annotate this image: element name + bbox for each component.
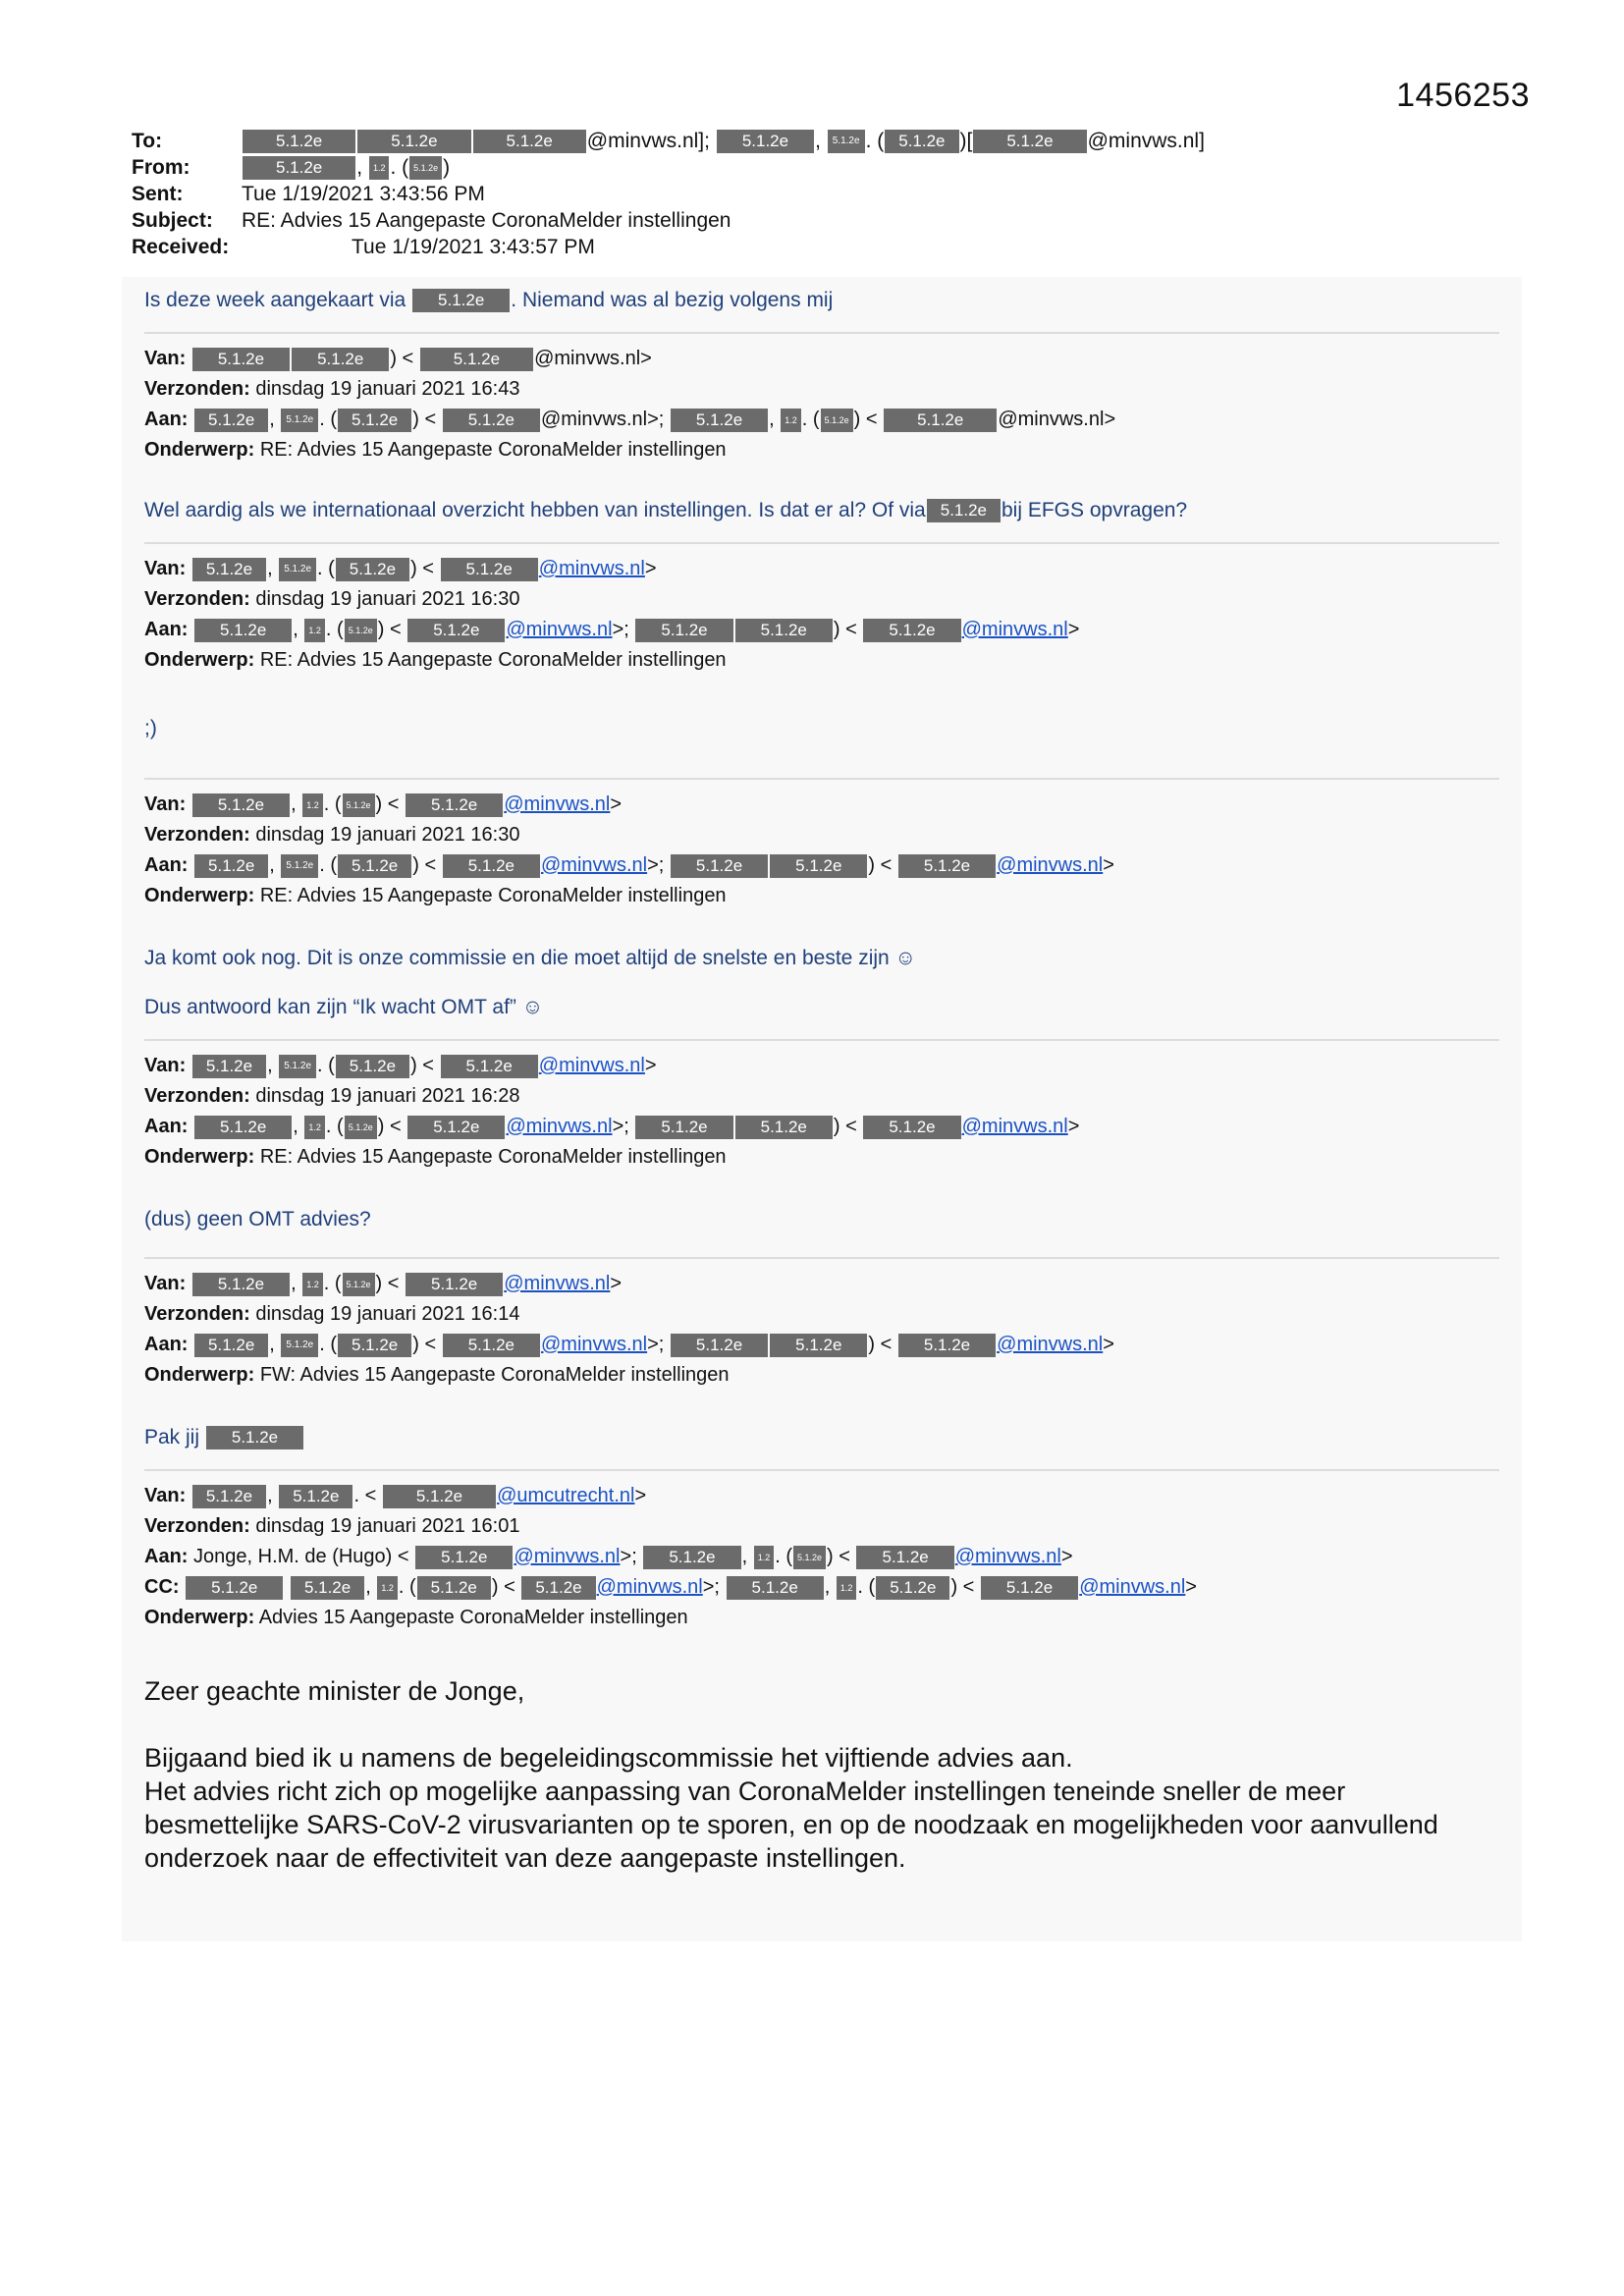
message-text: Ja komt ook nog. Dit is onze commissie en die moet altijd de snelste en beste zijn ☺ bbox=[144, 947, 916, 969]
redaction-box: 5.1.2e bbox=[192, 1055, 266, 1078]
van-label: Van: bbox=[144, 348, 187, 369]
redaction-box: 5.1.2e bbox=[336, 1055, 409, 1078]
email-domain: @minvws.nl bbox=[998, 409, 1105, 430]
redaction-box: 5.1.2e bbox=[206, 1426, 303, 1449]
message-text: Is deze week aangekaart via bbox=[144, 289, 406, 311]
aan-label: Aan: bbox=[144, 1334, 189, 1355]
redaction-box: 5.1.2e bbox=[279, 1055, 316, 1078]
redaction-box: 5.1.2e bbox=[717, 130, 814, 153]
subject: RE: Advies 15 Aangepaste CoronaMelder instellingen bbox=[259, 885, 727, 906]
outlook-header bbox=[132, 128, 1205, 260]
email-link[interactable]: @minvws.nl bbox=[954, 1546, 1061, 1567]
message-text: Wel aardig als we internationaal overzicht hebben van instellingen. Is dat er al? Of via bbox=[144, 499, 926, 521]
onderwerp-label: Onderwerp: bbox=[144, 649, 255, 671]
verzonden-label: Verzonden: bbox=[144, 1085, 250, 1107]
message-body bbox=[144, 1424, 1499, 1451]
redaction-box: 5.1.2e bbox=[981, 1576, 1078, 1600]
to-domain: @minvws.nl]; bbox=[586, 130, 710, 152]
redaction-box: 5.1.2e bbox=[671, 409, 768, 432]
sent-date: dinsdag 19 januari 2021 16:28 bbox=[255, 1085, 520, 1107]
subject-row bbox=[132, 207, 1205, 234]
redaction-box: 5.1.2e bbox=[884, 409, 997, 432]
redaction-box: 5.1.2e bbox=[345, 1116, 377, 1139]
email-link[interactable]: @minvws.nl bbox=[997, 854, 1104, 876]
redaction-box: 5.1.2e bbox=[793, 1546, 826, 1569]
email-link[interactable]: @minvws.nl bbox=[504, 1273, 611, 1294]
redaction-box: 5.1.2e bbox=[409, 156, 442, 180]
redaction-box: 5.1.2e bbox=[194, 1334, 268, 1357]
van-label: Van: bbox=[144, 1485, 187, 1506]
separator bbox=[144, 332, 1499, 334]
onderwerp-label: Onderwerp: bbox=[144, 1364, 255, 1386]
email-link[interactable]: @minvws.nl bbox=[538, 558, 645, 579]
verzonden-label: Verzonden: bbox=[144, 378, 250, 400]
redaction-box: 1.2 bbox=[304, 1116, 325, 1139]
email-link[interactable]: @minvws.nl bbox=[538, 1055, 645, 1076]
redaction-box: 5.1.2e bbox=[420, 348, 533, 371]
redaction-box: 5.1.2e bbox=[828, 130, 865, 153]
redaction-box: 5.1.2e bbox=[735, 1116, 833, 1139]
redaction-box: 5.1.2e bbox=[441, 558, 538, 581]
message-body bbox=[144, 945, 1499, 972]
redaction-box: 5.1.2e bbox=[727, 1576, 824, 1600]
sent-row bbox=[132, 181, 1205, 207]
received-row bbox=[132, 234, 1205, 260]
aan-label: Aan: bbox=[144, 1116, 189, 1137]
subject: RE: Advies 15 Aangepaste CoronaMelder instellingen bbox=[259, 649, 727, 671]
redaction-box: 5.1.2e bbox=[192, 1273, 290, 1296]
letter-body bbox=[144, 1674, 1499, 1875]
email-domain: @minvws.nl bbox=[534, 348, 641, 369]
sent-value: Tue 1/19/2021 3:43:56 PM bbox=[242, 183, 485, 205]
redaction-box: 5.1.2e bbox=[343, 793, 375, 817]
email-thread bbox=[144, 287, 1499, 1875]
subject: RE: Advies 15 Aangepaste CoronaMelder instellingen bbox=[259, 439, 727, 461]
redaction-box: 5.1.2e bbox=[186, 1576, 283, 1600]
separator bbox=[144, 1039, 1499, 1041]
redaction-box: 5.1.2e bbox=[407, 1116, 505, 1139]
redaction-box: 5.1.2e bbox=[415, 1546, 513, 1569]
redaction-box: 5.1.2e bbox=[443, 854, 540, 878]
van-label: Van: bbox=[144, 558, 187, 579]
redaction-box: 1.2 bbox=[304, 619, 325, 642]
received-value: Tue 1/19/2021 3:43:57 PM bbox=[352, 236, 595, 258]
to-domain: @minvws.nl] bbox=[1087, 130, 1205, 152]
redaction-box: 1.2 bbox=[837, 1576, 857, 1600]
redaction-box: 5.1.2e bbox=[876, 1576, 949, 1600]
redaction-box: 5.1.2e bbox=[338, 1334, 411, 1357]
redaction-box: 5.1.2e bbox=[863, 619, 960, 642]
redaction-box: 5.1.2e bbox=[770, 854, 867, 878]
sent-label: Sent: bbox=[132, 183, 184, 205]
message-body bbox=[144, 497, 1499, 524]
redaction-box: 5.1.2e bbox=[927, 499, 1001, 522]
redaction-box: 5.1.2e bbox=[473, 130, 586, 153]
redaction-box: 5.1.2e bbox=[281, 409, 318, 432]
van-label: Van: bbox=[144, 793, 187, 815]
sent-date: dinsdag 19 januari 2021 16:14 bbox=[255, 1303, 520, 1325]
aan-label: Aan: bbox=[144, 409, 189, 430]
redaction-box: 5.1.2e bbox=[898, 1334, 996, 1357]
aan-label: Aan: bbox=[144, 854, 189, 876]
redaction-box: 1.2 bbox=[302, 1273, 323, 1296]
redaction-box: 5.1.2e bbox=[338, 854, 411, 878]
redaction-box: 1.2 bbox=[377, 1576, 398, 1600]
redaction-box: 5.1.2e bbox=[279, 558, 316, 581]
redaction-box: 5.1.2e bbox=[192, 1485, 266, 1508]
redaction-box: 5.1.2e bbox=[417, 1576, 491, 1600]
redaction-box: 5.1.2e bbox=[192, 558, 266, 581]
message-header: Van: 5.1.2e , 5.1.2e . ( 5.1.2e ) < 5.1.2e @minvws.nl> Verzonden: dinsdag 19 januari 2021 16:30 Aan: 5.1.2e , 1.2 . ( 5.1.2e ) < 5.1.2e @minvws.nl>; 5.1.2e 5.1.2e ) < 5.1.2e @minvws.nl> Onderwerp: RE: Advies 15 Aangepaste CoronaMelder instellingen bbox=[144, 558, 1080, 671]
letter-paragraph: Het advies richt zich op mogelijke aanpassing van CoronaMelder instellingen teneinde sneller de meer besmettelijke SARS-CoV-2 virusvarianten op te sporen, en op de noodzaak en mogelijkheden voor aanvullend onderzoek naar de effectiviteit van deze aangepaste instellingen. bbox=[144, 1777, 1438, 1873]
salutation: Zeer geachte minister de Jonge, bbox=[144, 1676, 525, 1706]
redaction-box: 5.1.2e bbox=[443, 409, 540, 432]
email-domain: @minvws.nl bbox=[540, 409, 648, 430]
verzonden-label: Verzonden: bbox=[144, 1515, 250, 1537]
redaction-box: 5.1.2e bbox=[281, 854, 318, 878]
verzonden-label: Verzonden: bbox=[144, 824, 250, 846]
message-header: Van: 5.1.2e , 5.1.2e . < 5.1.2e @umcutrecht.nl> Verzonden: dinsdag 19 januari 2021 16:01 Aan: Jonge, H.M. de (Hugo) < 5.1.2e @minvws.nl>; 5.1.2e , 1.2 . ( 5.1.2e ) < 5.1.2e @minvws.nl> CC: 5.1.2e 5.1.2e , 1.2 . ( 5.1.2e ) < 5.1.2e @minvws.nl>; 5.1.2e , 1.2 . ( 5.1.2e ) < 5.1.2e @minvws.nl> Onderwerp: Advies 15 Aangepaste CoronaMelder instellingen bbox=[144, 1485, 1197, 1628]
redaction-box: 5.1.2e bbox=[343, 1273, 375, 1296]
recipient-name: Jonge, H.M. de (Hugo) bbox=[193, 1546, 393, 1567]
document-id: 1456253 bbox=[1396, 77, 1530, 114]
subject: RE: Advies 15 Aangepaste CoronaMelder instellingen bbox=[259, 1146, 727, 1168]
separator bbox=[144, 1257, 1499, 1259]
redaction-box: 1.2 bbox=[369, 156, 390, 180]
subject-value: RE: Advies 15 Aangepaste CoronaMelder instellingen bbox=[242, 209, 731, 232]
aan-label: Aan: bbox=[144, 1546, 189, 1567]
redaction-box: 5.1.2e bbox=[671, 854, 768, 878]
redaction-box: 5.1.2e bbox=[383, 1485, 496, 1508]
van-label: Van: bbox=[144, 1055, 187, 1076]
redaction-box: 1.2 bbox=[781, 409, 801, 432]
verzonden-label: Verzonden: bbox=[144, 588, 250, 610]
message-header: Van: 5.1.2e , 1.2 . ( 5.1.2e ) < 5.1.2e @minvws.nl> Verzonden: dinsdag 19 januari 2021 16:14 Aan: 5.1.2e , 5.1.2e . ( 5.1.2e ) < 5.1.2e @minvws.nl>; 5.1.2e 5.1.2e ) < 5.1.2e @minvws.nl> Onderwerp: FW: Advies 15 Aangepaste CoronaMelder instellingen bbox=[144, 1273, 1114, 1386]
redaction-box: 5.1.2e bbox=[291, 1576, 364, 1600]
to-row: To: 5.1.2e 5.1.2e 5.1.2e @minvws.nl]; 5.1.2e , 5.1.2e . ( 5.1.2e )[ 5.1.2e @minvws.nl] bbox=[132, 130, 1205, 152]
message-text: . Niemand was al bezig volgens mij bbox=[511, 289, 834, 311]
onderwerp-label: Onderwerp: bbox=[144, 439, 255, 461]
message-body bbox=[144, 994, 1499, 1021]
redaction-box: 5.1.2e bbox=[770, 1334, 867, 1357]
redaction-box: 5.1.2e bbox=[671, 1334, 768, 1357]
onderwerp-label: Onderwerp: bbox=[144, 1607, 255, 1628]
redaction-box: 1.2 bbox=[754, 1546, 775, 1569]
subject: FW: Advies 15 Aangepaste CoronaMelder instellingen bbox=[259, 1364, 730, 1386]
message-text: ;) bbox=[144, 717, 157, 739]
email-link[interactable]: @minvws.nl bbox=[596, 1576, 703, 1598]
from-label: From: bbox=[132, 156, 190, 179]
redaction-box: 5.1.2e bbox=[338, 409, 411, 432]
email-link[interactable]: @minvws.nl bbox=[961, 1116, 1068, 1137]
redaction-box: 5.1.2e bbox=[194, 1116, 292, 1139]
redaction-box: 5.1.2e bbox=[357, 130, 470, 153]
received-label: Received: bbox=[132, 236, 230, 258]
aan-label: Aan: bbox=[144, 619, 189, 640]
onderwerp-label: Onderwerp: bbox=[144, 1146, 255, 1168]
redaction-box: 5.1.2e bbox=[279, 1485, 352, 1508]
letter-paragraph: Bijgaand bied ik u namens de begeleidingscommissie het vijftiende advies aan. bbox=[144, 1743, 1073, 1773]
redaction-box: 5.1.2e bbox=[406, 793, 503, 817]
redaction-box: 5.1.2e bbox=[441, 1055, 538, 1078]
message-body bbox=[144, 287, 1499, 314]
redaction-box: 5.1.2e bbox=[821, 409, 853, 432]
verzonden-label: Verzonden: bbox=[144, 1303, 250, 1325]
redaction-box: 5.1.2e bbox=[735, 619, 833, 642]
message-text: bij EFGS opvragen? bbox=[1001, 499, 1188, 521]
redaction-box: 5.1.2e bbox=[292, 348, 389, 371]
message-header: Van: 5.1.2e 5.1.2e ) < 5.1.2e @minvws.nl> Verzonden: dinsdag 19 januari 2021 16:43 Aan: 5.1.2e , 5.1.2e . ( 5.1.2e ) < 5.1.2e @minvws.nl>; 5.1.2e , 1.2 . ( 5.1.2e ) < 5.1.2e @minvws.nl> Onderwerp: RE: Advies 15 Aangepaste CoronaMelder instellingen bbox=[144, 348, 1116, 461]
from-row: From: 5.1.2e , 1.2 . ( 5.1.2e ) bbox=[132, 156, 451, 179]
message-header: Van: 5.1.2e , 5.1.2e . ( 5.1.2e ) < 5.1.2e @minvws.nl> Verzonden: dinsdag 19 januari 2021 16:28 Aan: 5.1.2e , 1.2 . ( 5.1.2e ) < 5.1.2e @minvws.nl>; 5.1.2e 5.1.2e ) < 5.1.2e @minvws.nl> Onderwerp: RE: Advies 15 Aangepaste CoronaMelder instellingen bbox=[144, 1055, 1080, 1168]
redaction-box: 5.1.2e bbox=[192, 348, 290, 371]
redaction-box: 5.1.2e bbox=[635, 1116, 732, 1139]
redaction-box: 5.1.2e bbox=[407, 619, 505, 642]
separator bbox=[144, 542, 1499, 544]
redaction-box: 5.1.2e bbox=[194, 619, 292, 642]
message-body bbox=[144, 715, 1499, 742]
redaction-box: 5.1.2e bbox=[336, 558, 409, 581]
email-link[interactable]: @minvws.nl bbox=[506, 1116, 613, 1137]
cc-label: CC: bbox=[144, 1576, 180, 1598]
redaction-box: 5.1.2e bbox=[521, 1576, 595, 1600]
sent-date: dinsdag 19 januari 2021 16:30 bbox=[255, 588, 520, 610]
redaction-box: 5.1.2e bbox=[243, 130, 355, 153]
email-link[interactable]: @minvws.nl bbox=[961, 619, 1068, 640]
redaction-box: 5.1.2e bbox=[194, 854, 268, 878]
message-text: Dus antwoord kan zijn “Ik wacht OMT af” ☺ bbox=[144, 996, 544, 1018]
sent-date: dinsdag 19 januari 2021 16:01 bbox=[255, 1515, 520, 1537]
to-label: To: bbox=[132, 130, 163, 152]
onderwerp-label: Onderwerp: bbox=[144, 885, 255, 906]
separator bbox=[144, 778, 1499, 780]
message-text: Pak jij bbox=[144, 1426, 200, 1449]
message-body bbox=[144, 1206, 1499, 1233]
redaction-box: 5.1.2e bbox=[192, 793, 290, 817]
redaction-box: 5.1.2e bbox=[856, 1546, 953, 1569]
email-link[interactable]: @minvws.nl bbox=[514, 1546, 621, 1567]
redaction-box: 5.1.2e bbox=[643, 1546, 740, 1569]
sent-date: dinsdag 19 januari 2021 16:30 bbox=[255, 824, 520, 846]
redaction-box: 5.1.2e bbox=[898, 854, 996, 878]
redaction-box: 5.1.2e bbox=[635, 619, 732, 642]
email-link[interactable]: @umcutrecht.nl bbox=[497, 1485, 635, 1506]
email-link[interactable]: @minvws.nl bbox=[540, 1334, 648, 1355]
redaction-box: 5.1.2e bbox=[443, 1334, 540, 1357]
redaction-box: 5.1.2e bbox=[885, 130, 958, 153]
redaction-box: 5.1.2e bbox=[281, 1334, 318, 1357]
van-label: Van: bbox=[144, 1273, 187, 1294]
redaction-box: 5.1.2e bbox=[412, 289, 510, 312]
redaction-box: 5.1.2e bbox=[194, 409, 268, 432]
redaction-box: 5.1.2e bbox=[973, 130, 1086, 153]
subject-label: Subject: bbox=[132, 209, 213, 232]
redaction-box: 5.1.2e bbox=[406, 1273, 503, 1296]
sent-date: dinsdag 19 januari 2021 16:43 bbox=[255, 378, 520, 400]
redaction-box: 5.1.2e bbox=[863, 1116, 960, 1139]
message-text: (dus) geen OMT advies? bbox=[144, 1208, 371, 1230]
email-link[interactable]: @minvws.nl bbox=[997, 1334, 1104, 1355]
redaction-box: 1.2 bbox=[302, 793, 323, 817]
email-link[interactable]: @minvws.nl bbox=[504, 793, 611, 815]
redaction-box: 5.1.2e bbox=[345, 619, 377, 642]
message-header: Van: 5.1.2e , 1.2 . ( 5.1.2e ) < 5.1.2e @minvws.nl> Verzonden: dinsdag 19 januari 2021 16:30 Aan: 5.1.2e , 5.1.2e . ( 5.1.2e ) < 5.1.2e @minvws.nl>; 5.1.2e 5.1.2e ) < 5.1.2e @minvws.nl> Onderwerp: RE: Advies 15 Aangepaste CoronaMelder instellingen bbox=[144, 793, 1114, 906]
subject: Advies 15 Aangepaste CoronaMelder instellingen bbox=[258, 1607, 688, 1628]
redaction-box: 5.1.2e bbox=[243, 156, 355, 180]
separator bbox=[144, 1469, 1499, 1471]
email-link[interactable]: @minvws.nl bbox=[540, 854, 648, 876]
email-link[interactable]: @minvws.nl bbox=[506, 619, 613, 640]
email-link[interactable]: @minvws.nl bbox=[1079, 1576, 1186, 1598]
